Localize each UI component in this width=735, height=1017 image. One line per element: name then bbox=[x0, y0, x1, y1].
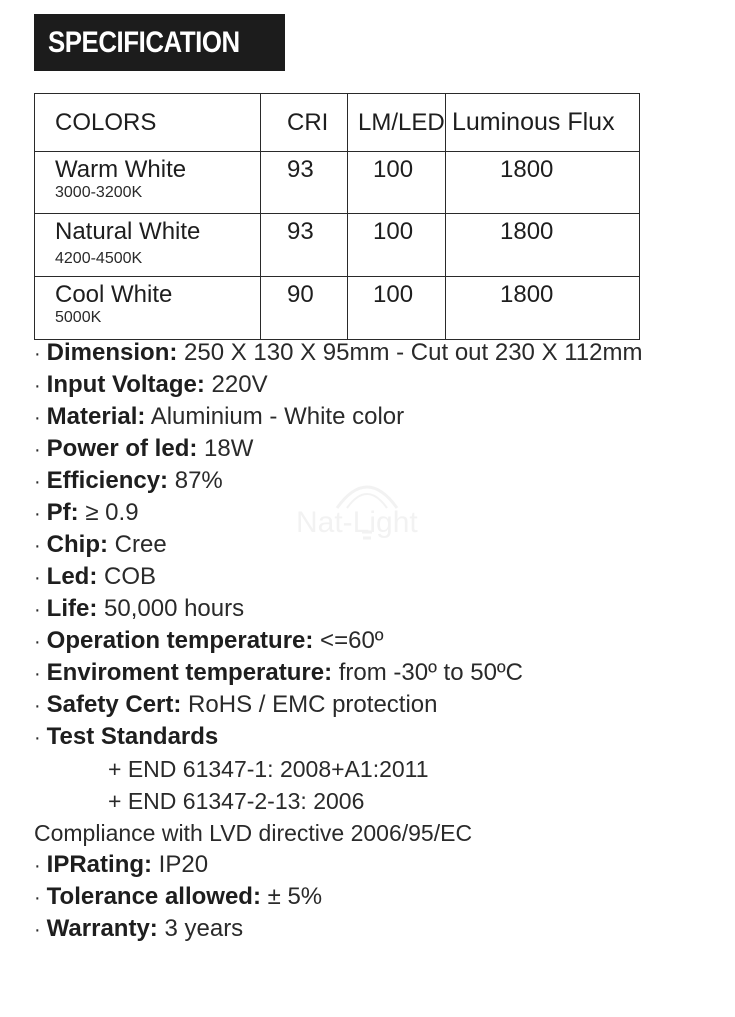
spec-chip bbox=[34, 529, 724, 561]
luminous-flux-value: 1800 bbox=[446, 214, 640, 277]
lm-led-value: 100 bbox=[348, 214, 446, 277]
bullet: · bbox=[34, 887, 41, 909]
spec-value: IP20 bbox=[152, 851, 209, 878]
column-header-luminous-flux: Luminous Flux bbox=[446, 94, 640, 152]
spec-value: 250 X 130 X 95mm - Cut out 230 X 112mm bbox=[177, 339, 643, 366]
bullet: · bbox=[34, 631, 41, 653]
luminous-flux-value: 1800 bbox=[446, 277, 640, 340]
luminous-flux-value: 1800 bbox=[446, 152, 640, 214]
spec-test-standards bbox=[34, 721, 724, 753]
color-temperature-range: 5000K bbox=[55, 309, 102, 326]
table-row bbox=[35, 214, 640, 277]
test-standard-item: + END 61347-1: 2008+A1:2011 bbox=[108, 756, 429, 782]
column-header-cri: CRI bbox=[261, 94, 348, 152]
color-temperature-range: 4200-4500K bbox=[55, 250, 143, 267]
bullet: · bbox=[34, 439, 41, 461]
spec-value: from -30º to 50ºC bbox=[332, 659, 524, 686]
spec-ip-rating bbox=[34, 849, 724, 881]
cri-value: 93 bbox=[261, 152, 348, 214]
spec-value: Aluminium - White color bbox=[145, 403, 405, 430]
column-header-colors: COLORS bbox=[35, 94, 261, 152]
test-standard-item: + END 61347-2-13: 2006 bbox=[108, 788, 365, 814]
bullet: · bbox=[34, 695, 41, 717]
spec-pf bbox=[34, 497, 724, 529]
spec-value: 50,000 hours bbox=[97, 595, 245, 622]
spec-label: Test Standards bbox=[46, 723, 219, 750]
spec-value: 18W bbox=[197, 435, 254, 462]
spec-value: Cree bbox=[107, 531, 167, 558]
spec-material bbox=[34, 401, 724, 433]
spec-value: <=60º bbox=[313, 627, 384, 654]
spec-value: COB bbox=[97, 563, 157, 590]
spec-value: ≥ 0.9 bbox=[78, 499, 139, 526]
spec-led bbox=[34, 561, 724, 593]
cri-value: 93 bbox=[261, 214, 348, 277]
spec-warranty bbox=[34, 913, 724, 945]
bullet: · bbox=[34, 599, 41, 621]
spec-label: Tolerance allowed: bbox=[46, 883, 261, 910]
watermark-text: Nat-Light bbox=[296, 506, 418, 539]
spec-header bbox=[34, 14, 285, 71]
table-header-row bbox=[35, 94, 640, 152]
spec-safety-cert bbox=[34, 689, 724, 721]
spec-label: Power of led: bbox=[46, 435, 198, 462]
spec-label: Enviroment temperature: bbox=[46, 659, 333, 686]
bullet: · bbox=[34, 535, 41, 557]
spec-value: 87% bbox=[168, 467, 223, 494]
color-name: Natural White bbox=[55, 218, 201, 245]
spec-label: Pf: bbox=[46, 499, 79, 526]
spec-label: Safety Cert: bbox=[46, 691, 182, 718]
table-row bbox=[35, 277, 640, 340]
spec-list bbox=[34, 337, 724, 945]
spec-operation-temperature bbox=[34, 625, 724, 657]
bullet: · bbox=[34, 503, 41, 525]
spec-label: Life: bbox=[46, 595, 98, 622]
spec-life bbox=[34, 593, 724, 625]
spec-value: ± 5% bbox=[260, 883, 323, 910]
spec-input-voltage bbox=[34, 369, 724, 401]
lm-led-value: 100 bbox=[348, 277, 446, 340]
spec-power bbox=[34, 433, 724, 465]
color-name-cell bbox=[35, 214, 261, 277]
column-header-lm-led: LM/LED bbox=[348, 94, 446, 152]
spec-value: 220V bbox=[204, 371, 268, 398]
spec-label: Operation temperature: bbox=[46, 627, 314, 654]
spec-table bbox=[34, 93, 640, 340]
spec-environment-temperature bbox=[34, 657, 724, 689]
spec-label: IPRating: bbox=[46, 851, 152, 878]
spec-tolerance bbox=[34, 881, 724, 913]
cri-value: 90 bbox=[261, 277, 348, 340]
color-name-cell bbox=[35, 152, 261, 214]
compliance-note: Compliance with LVD directive 2006/95/EC bbox=[34, 820, 473, 846]
color-name: Warm White bbox=[55, 156, 187, 183]
spec-value: RoHS / EMC protection bbox=[181, 691, 438, 718]
bullet: · bbox=[34, 471, 41, 493]
page-title: SPECIFICATION bbox=[48, 25, 240, 59]
color-name: Cool White bbox=[55, 281, 173, 308]
spec-label: Material: bbox=[46, 403, 146, 430]
bullet: · bbox=[34, 919, 41, 941]
spec-label: Led: bbox=[46, 563, 98, 590]
spec-value: 3 years bbox=[157, 915, 244, 942]
spec-label: Efficiency: bbox=[46, 467, 169, 494]
spec-label: Dimension: bbox=[46, 339, 178, 366]
bullet: · bbox=[34, 663, 41, 685]
spec-label: Chip: bbox=[46, 531, 108, 558]
bullet: · bbox=[34, 343, 41, 365]
bullet: · bbox=[34, 375, 41, 397]
spec-dimension bbox=[34, 337, 724, 369]
bullet: · bbox=[34, 727, 41, 749]
spec-efficiency bbox=[34, 465, 724, 497]
bullet: · bbox=[34, 855, 41, 877]
lm-led-value: 100 bbox=[348, 152, 446, 214]
bullet: · bbox=[34, 407, 41, 429]
spec-label: Warranty: bbox=[46, 915, 158, 942]
spec-label: Input Voltage: bbox=[46, 371, 205, 398]
color-temperature-range: 3000-3200K bbox=[55, 184, 143, 201]
table-row bbox=[35, 152, 640, 214]
bullet: · bbox=[34, 567, 41, 589]
color-name-cell bbox=[35, 277, 261, 340]
